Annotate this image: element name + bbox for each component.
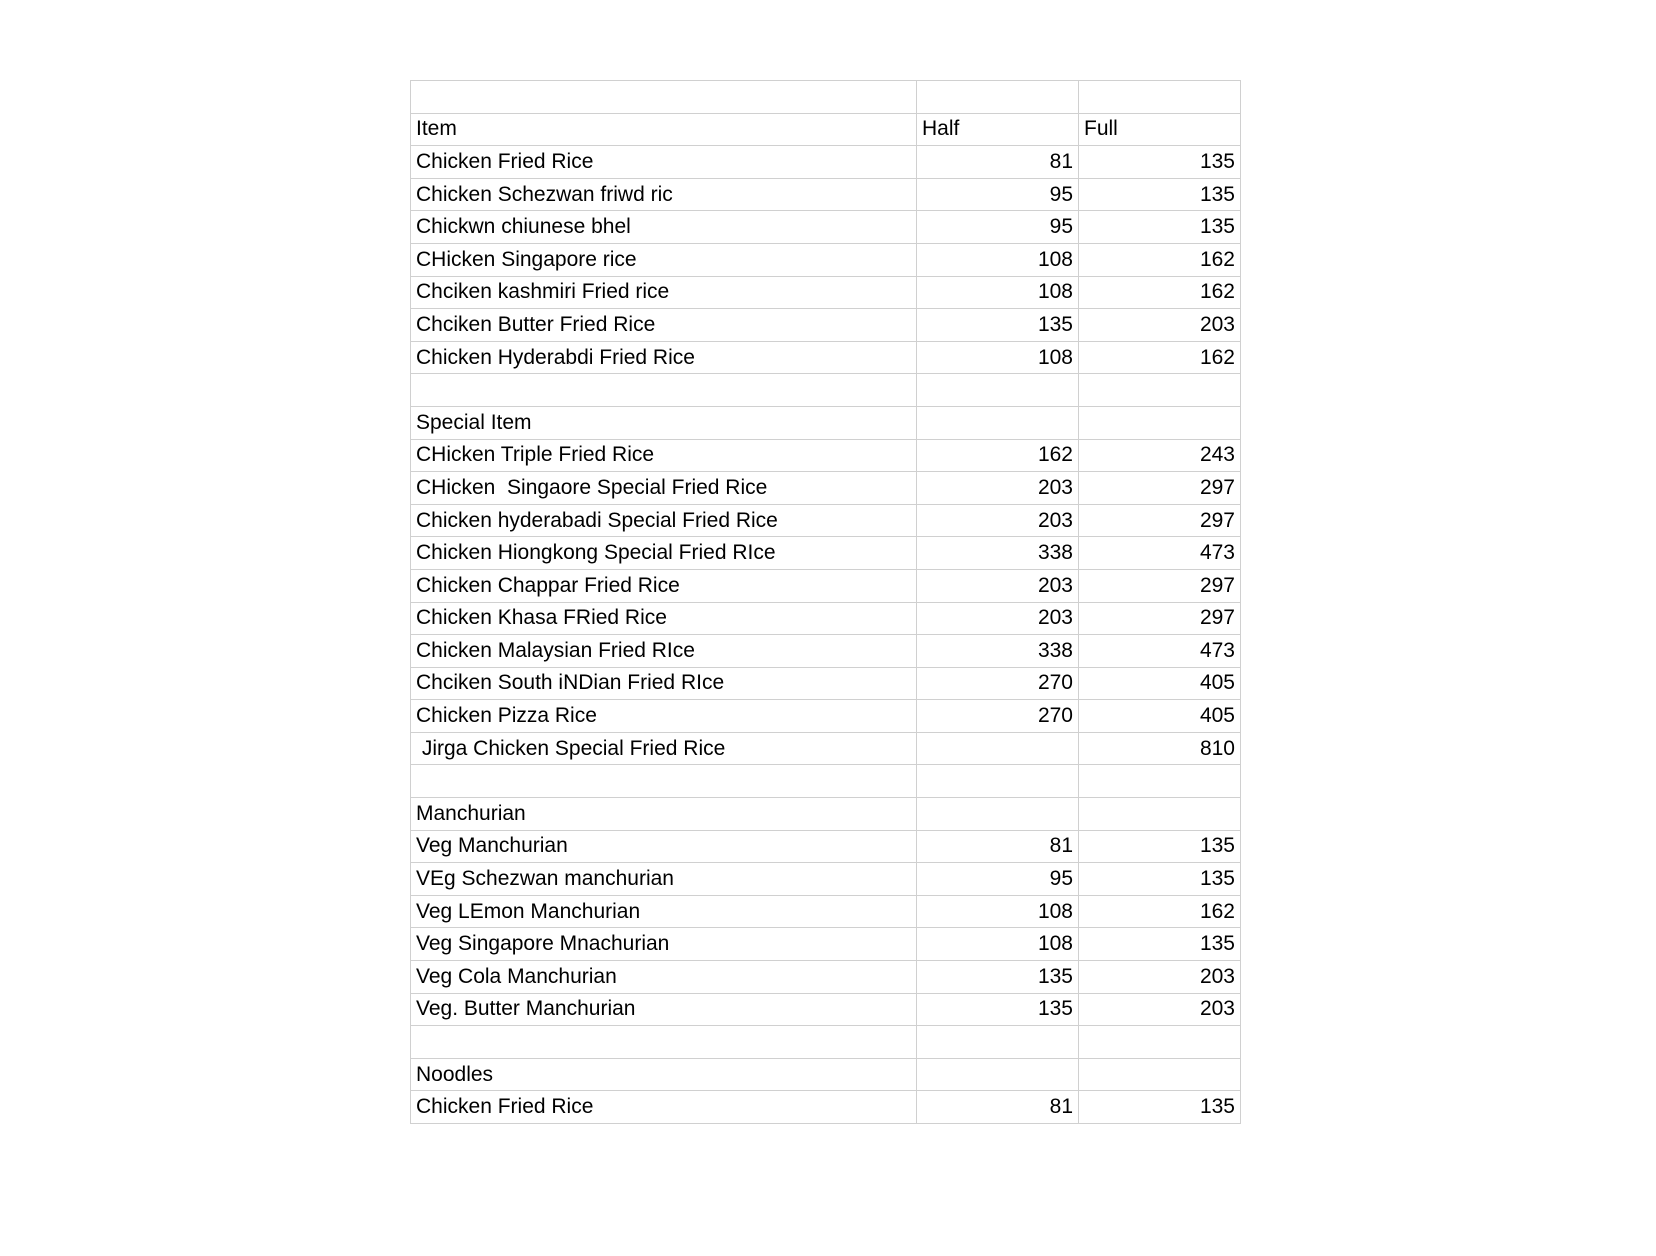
full-price-cell[interactable]: Full bbox=[1079, 113, 1241, 146]
item-cell[interactable]: Chicken Pizza Rice bbox=[411, 700, 917, 733]
full-price-cell[interactable] bbox=[1079, 81, 1241, 114]
table-row bbox=[411, 700, 1241, 733]
half-price-cell[interactable]: 81 bbox=[917, 1091, 1079, 1124]
item-cell[interactable]: Chicken Schezwan friwd ric bbox=[411, 178, 917, 211]
full-price-cell[interactable]: 135 bbox=[1079, 928, 1241, 961]
half-price-cell[interactable]: 108 bbox=[917, 895, 1079, 928]
table-row bbox=[411, 928, 1241, 961]
item-cell[interactable]: Chicken Malaysian Fried RIce bbox=[411, 635, 917, 668]
table-row bbox=[411, 1058, 1241, 1091]
full-price-cell[interactable]: 135 bbox=[1079, 1091, 1241, 1124]
half-price-cell[interactable]: 135 bbox=[917, 993, 1079, 1026]
full-price-cell[interactable]: 135 bbox=[1079, 863, 1241, 896]
full-price-cell[interactable]: 810 bbox=[1079, 732, 1241, 765]
table-row bbox=[411, 406, 1241, 439]
half-price-cell[interactable]: 135 bbox=[917, 309, 1079, 342]
table-row bbox=[411, 374, 1241, 407]
table-row bbox=[411, 1026, 1241, 1059]
item-cell[interactable]: Veg Singapore Mnachurian bbox=[411, 928, 917, 961]
half-price-cell[interactable] bbox=[917, 1026, 1079, 1059]
item-cell[interactable]: Chicken Hiongkong Special Fried RIce bbox=[411, 537, 917, 570]
item-cell[interactable]: CHicken Singapore rice bbox=[411, 243, 917, 276]
full-price-cell[interactable]: 405 bbox=[1079, 700, 1241, 733]
table-row bbox=[411, 765, 1241, 798]
menu-price-table bbox=[410, 80, 1241, 1124]
full-price-cell[interactable]: 135 bbox=[1079, 830, 1241, 863]
full-price-cell[interactable]: 297 bbox=[1079, 602, 1241, 635]
half-price-cell[interactable]: 203 bbox=[917, 602, 1079, 635]
item-cell[interactable]: Chickwn chiunese bhel bbox=[411, 211, 917, 244]
table-row bbox=[411, 635, 1241, 668]
table-row bbox=[411, 439, 1241, 472]
full-price-cell[interactable]: 162 bbox=[1079, 243, 1241, 276]
item-cell[interactable]: Chicken hyderabadi Special Fried Rice bbox=[411, 504, 917, 537]
full-price-cell[interactable]: 203 bbox=[1079, 961, 1241, 994]
item-cell[interactable]: Veg Cola Manchurian bbox=[411, 961, 917, 994]
table-row bbox=[411, 146, 1241, 179]
half-price-cell[interactable]: 162 bbox=[917, 439, 1079, 472]
table-row bbox=[411, 993, 1241, 1026]
table-row bbox=[411, 504, 1241, 537]
table-row bbox=[411, 830, 1241, 863]
half-price-cell[interactable] bbox=[917, 765, 1079, 798]
full-price-cell[interactable]: 162 bbox=[1079, 895, 1241, 928]
half-price-cell[interactable] bbox=[917, 374, 1079, 407]
full-price-cell[interactable]: 135 bbox=[1079, 211, 1241, 244]
full-price-cell[interactable]: 473 bbox=[1079, 635, 1241, 668]
full-price-cell[interactable]: 135 bbox=[1079, 146, 1241, 179]
full-price-cell[interactable]: 203 bbox=[1079, 309, 1241, 342]
table-row bbox=[411, 602, 1241, 635]
item-cell[interactable]: Jirga Chicken Special Fried Rice bbox=[411, 732, 917, 765]
half-price-cell[interactable]: 81 bbox=[917, 146, 1079, 179]
half-price-cell[interactable] bbox=[917, 798, 1079, 831]
full-price-cell[interactable] bbox=[1079, 798, 1241, 831]
half-price-cell[interactable]: 108 bbox=[917, 928, 1079, 961]
half-price-cell[interactable]: 108 bbox=[917, 276, 1079, 309]
half-price-cell[interactable]: 135 bbox=[917, 961, 1079, 994]
table-row bbox=[411, 961, 1241, 994]
table-row bbox=[411, 667, 1241, 700]
half-price-cell[interactable]: 203 bbox=[917, 569, 1079, 602]
half-price-cell[interactable] bbox=[917, 732, 1079, 765]
half-price-cell[interactable]: 203 bbox=[917, 504, 1079, 537]
table-row bbox=[411, 732, 1241, 765]
item-cell[interactable] bbox=[411, 374, 917, 407]
table-row bbox=[411, 81, 1241, 114]
item-cell[interactable]: Veg LEmon Manchurian bbox=[411, 895, 917, 928]
full-price-cell[interactable]: 203 bbox=[1079, 993, 1241, 1026]
item-cell[interactable]: Chicken Khasa FRied Rice bbox=[411, 602, 917, 635]
half-price-cell[interactable]: 338 bbox=[917, 635, 1079, 668]
table-row bbox=[411, 537, 1241, 570]
table-row bbox=[411, 211, 1241, 244]
full-price-cell[interactable]: 135 bbox=[1079, 178, 1241, 211]
item-cell[interactable]: Item bbox=[411, 113, 917, 146]
item-cell[interactable]: Manchurian bbox=[411, 798, 917, 831]
full-price-cell[interactable] bbox=[1079, 406, 1241, 439]
full-price-cell[interactable]: 473 bbox=[1079, 537, 1241, 570]
table-row bbox=[411, 798, 1241, 831]
item-cell[interactable]: Chciken kashmiri Fried rice bbox=[411, 276, 917, 309]
half-price-cell[interactable]: 270 bbox=[917, 700, 1079, 733]
item-cell[interactable]: VEg Schezwan manchurian bbox=[411, 863, 917, 896]
item-cell[interactable]: Chicken Fried Rice bbox=[411, 1091, 917, 1124]
full-price-cell[interactable]: 162 bbox=[1079, 341, 1241, 374]
item-cell[interactable]: Chciken Butter Fried Rice bbox=[411, 309, 917, 342]
full-price-cell[interactable]: 162 bbox=[1079, 276, 1241, 309]
item-cell[interactable]: Special Item bbox=[411, 406, 917, 439]
item-cell[interactable]: Chicken Chappar Fried Rice bbox=[411, 569, 917, 602]
table-row bbox=[411, 276, 1241, 309]
full-price-cell[interactable]: 297 bbox=[1079, 472, 1241, 505]
full-price-cell[interactable] bbox=[1079, 1026, 1241, 1059]
half-price-cell[interactable]: 108 bbox=[917, 341, 1079, 374]
item-cell[interactable]: Chicken Hyderabdi Fried Rice bbox=[411, 341, 917, 374]
half-price-cell[interactable]: 81 bbox=[917, 830, 1079, 863]
half-price-cell[interactable] bbox=[917, 1058, 1079, 1091]
table-row bbox=[411, 569, 1241, 602]
half-price-cell[interactable]: 95 bbox=[917, 178, 1079, 211]
table-row bbox=[411, 895, 1241, 928]
item-cell[interactable]: Veg. Butter Manchurian bbox=[411, 993, 917, 1026]
item-cell[interactable] bbox=[411, 1026, 917, 1059]
table-row bbox=[411, 178, 1241, 211]
item-cell[interactable]: CHicken Triple Fried Rice bbox=[411, 439, 917, 472]
table-row bbox=[411, 1091, 1241, 1124]
item-cell[interactable]: Veg Manchurian bbox=[411, 830, 917, 863]
menu-price-table-body bbox=[411, 81, 1241, 1124]
half-price-cell[interactable] bbox=[917, 81, 1079, 114]
half-price-cell[interactable]: 270 bbox=[917, 667, 1079, 700]
table-row bbox=[411, 341, 1241, 374]
full-price-cell[interactable] bbox=[1079, 765, 1241, 798]
table-row bbox=[411, 243, 1241, 276]
item-cell[interactable]: CHicken Singaore Special Fried Rice bbox=[411, 472, 917, 505]
table-row bbox=[411, 863, 1241, 896]
full-price-cell[interactable] bbox=[1079, 374, 1241, 407]
half-price-cell[interactable]: 95 bbox=[917, 863, 1079, 896]
full-price-cell[interactable]: 297 bbox=[1079, 504, 1241, 537]
full-price-cell[interactable]: 297 bbox=[1079, 569, 1241, 602]
full-price-cell[interactable]: 243 bbox=[1079, 439, 1241, 472]
item-cell[interactable] bbox=[411, 765, 917, 798]
half-price-cell[interactable]: 203 bbox=[917, 472, 1079, 505]
half-price-cell[interactable]: 338 bbox=[917, 537, 1079, 570]
half-price-cell[interactable] bbox=[917, 406, 1079, 439]
item-cell[interactable]: Noodles bbox=[411, 1058, 917, 1091]
item-cell[interactable] bbox=[411, 81, 917, 114]
header-row bbox=[411, 113, 1241, 146]
full-price-cell[interactable]: 405 bbox=[1079, 667, 1241, 700]
table-row bbox=[411, 472, 1241, 505]
half-price-cell[interactable]: 95 bbox=[917, 211, 1079, 244]
item-cell[interactable]: Chciken South iNDian Fried RIce bbox=[411, 667, 917, 700]
item-cell[interactable]: Chicken Fried Rice bbox=[411, 146, 917, 179]
half-price-cell[interactable]: 108 bbox=[917, 243, 1079, 276]
table-row bbox=[411, 309, 1241, 342]
full-price-cell[interactable] bbox=[1079, 1058, 1241, 1091]
half-price-cell[interactable]: Half bbox=[917, 113, 1079, 146]
